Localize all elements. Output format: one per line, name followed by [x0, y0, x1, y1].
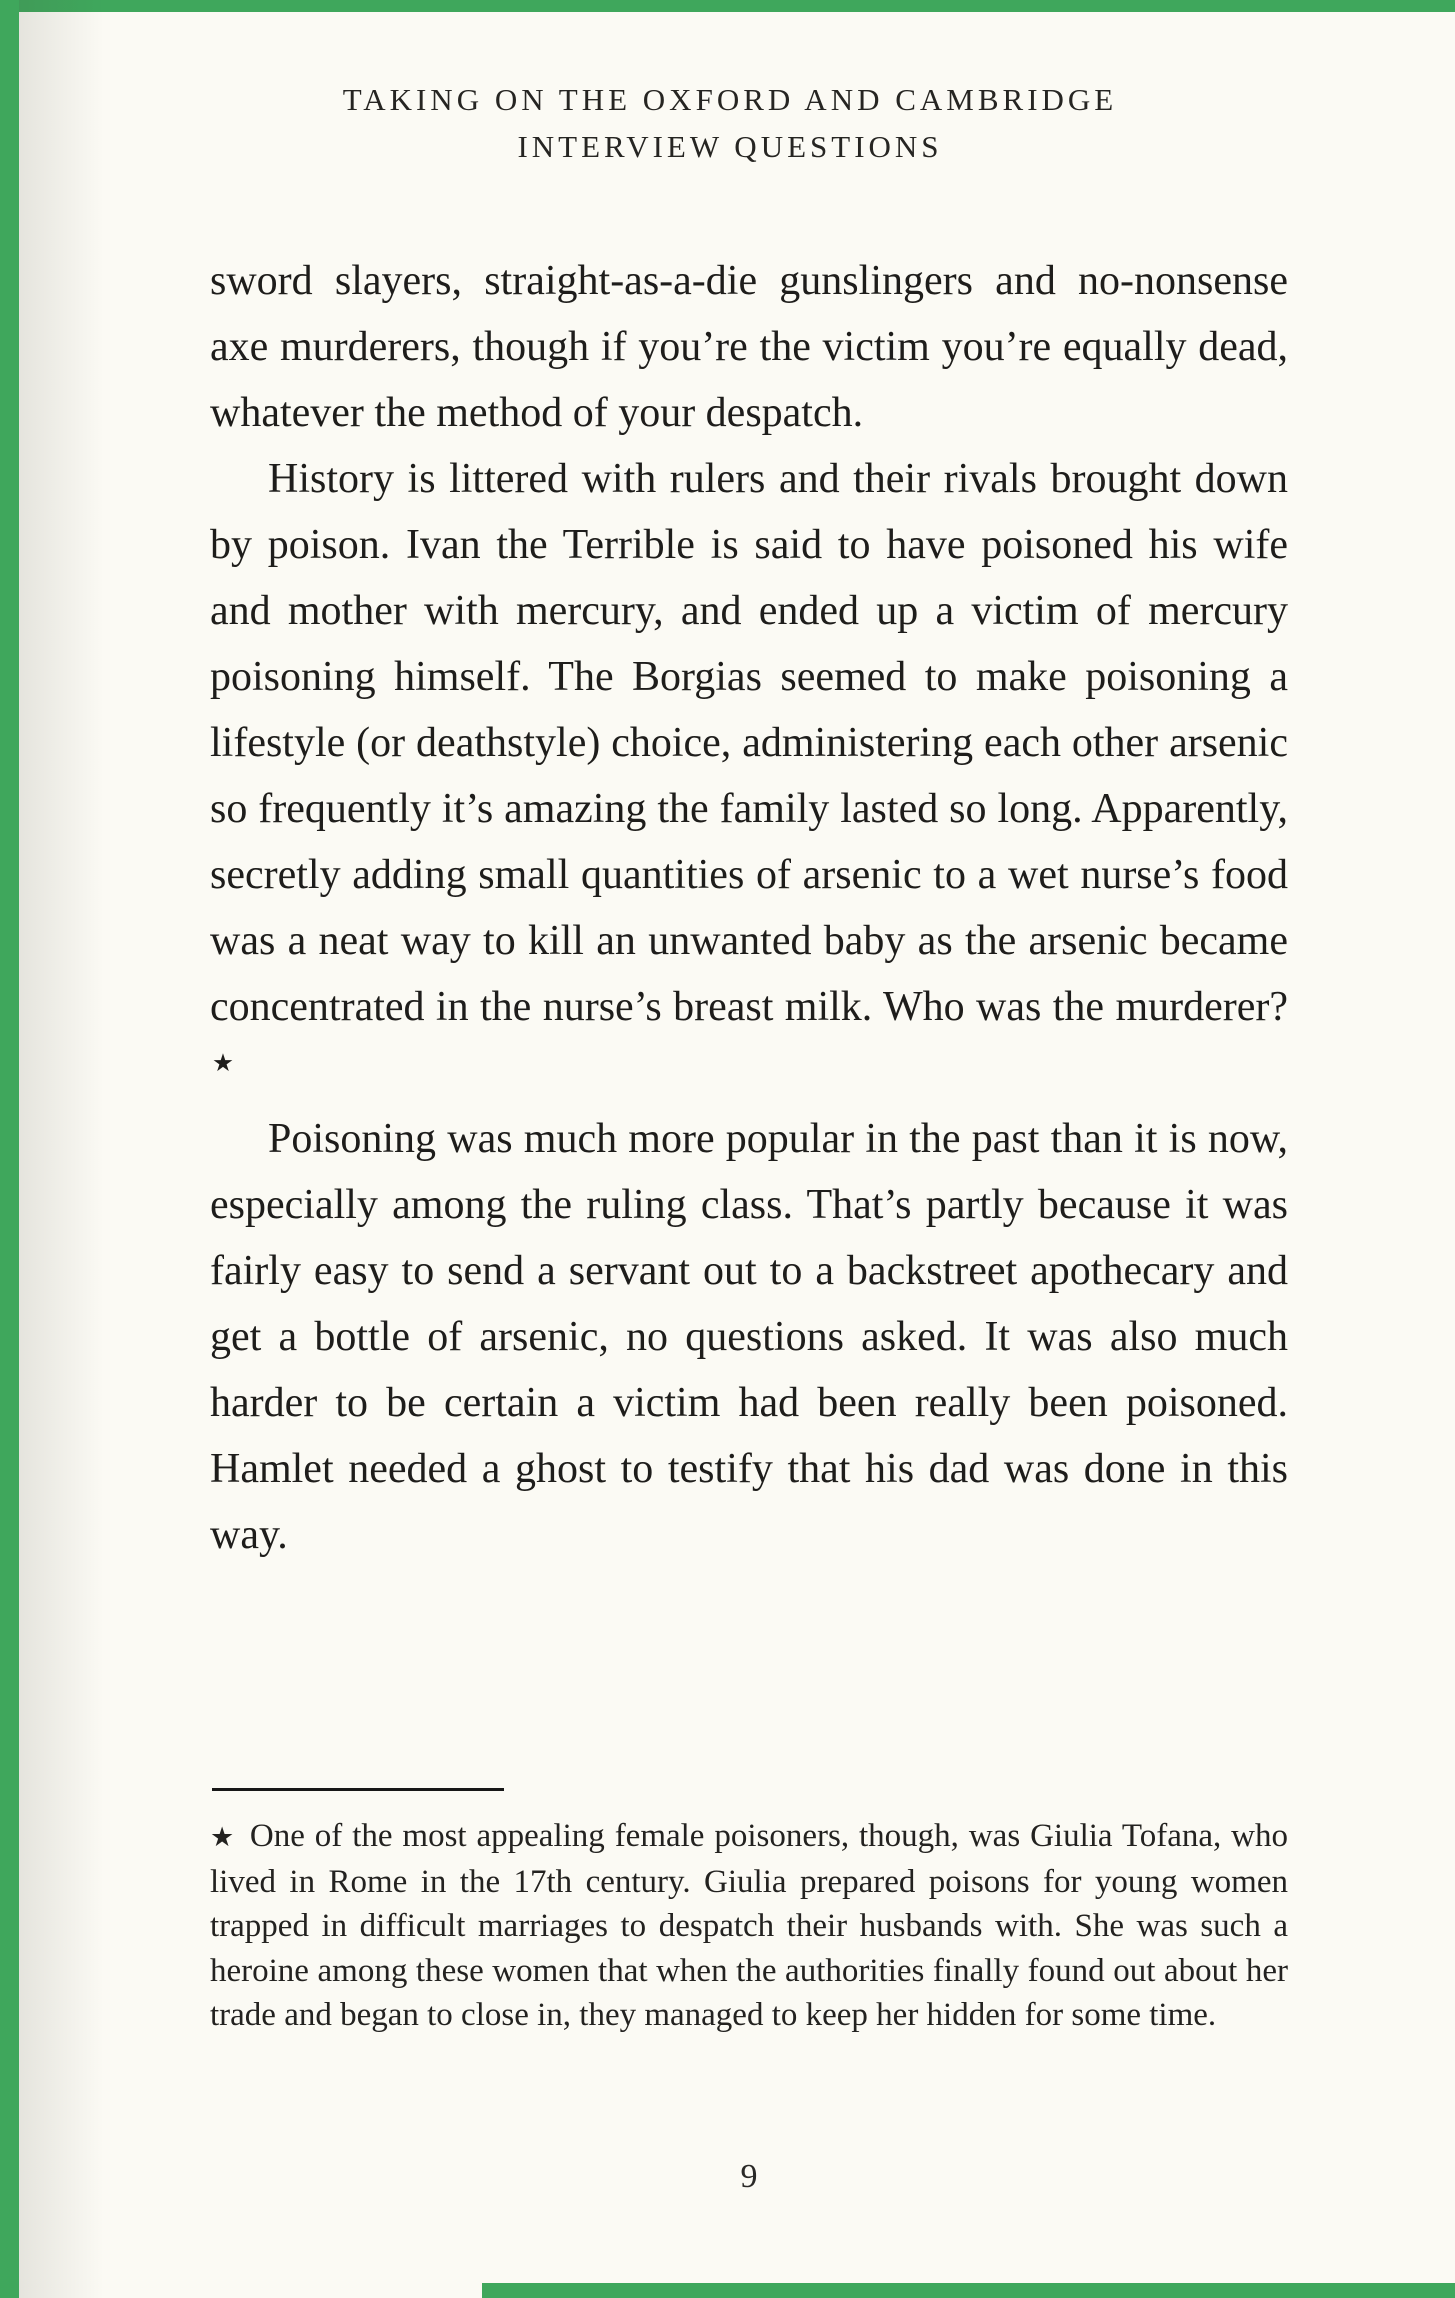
body-paragraph-3 [210, 1106, 1288, 1568]
running-head-line2: INTERVIEW QUESTIONS [517, 129, 943, 164]
book-cover-edge-top [0, 0, 1455, 12]
footnote-separator-rule [212, 1788, 504, 1791]
book-cover-edge-left [0, 0, 19, 2298]
paragraph-text: sword slayers, straight-as-a-die gunslingers and no-nonsense axe murderers, though if you’re the victim you’re equally dead, whatever the method of your despatch. [210, 258, 1288, 436]
paragraph-text: Poisoning was much more popular in the past than it is now, especially among the ruling class. That’s partly because it was fairly easy to send a servant out to a backstreet apothecary and get a bottle of arsenic, no questions asked. It was also much harder to be certain a victim had been really been poisoned. Hamlet needed a ghost to testify that his dad was done in this way. [210, 1116, 1288, 1558]
page-body [210, 248, 1288, 1568]
paragraph-text: History is littered with rulers and their rivals brought down by poison. Ivan the Terrible is said to have poisoned his wife and mother with mercury, and ended up a victim of mercury poisoning himself. The Borgias seemed to make poisoning a lifestyle (or deathstyle) choice, administering each other arsenic so frequently it’s amazing the family lasted so long. Apparently, secretly adding small quantities of arsenic to a wet nurse’s food was a neat way to kill an unwanted baby as the arsenic became concentrated in the nurse’s breast milk. Who was the murderer? [210, 456, 1288, 1030]
book-cover-edge-bottom [482, 2283, 1455, 2298]
body-paragraph-1 [210, 248, 1288, 446]
running-head [140, 76, 1320, 170]
page-number: 9 [740, 2158, 758, 2195]
running-head-line1: TAKING ON THE OXFORD AND CAMBRIDGE [342, 82, 1118, 117]
footnote [210, 1814, 1288, 2038]
footnote-marker-ref: ★ [212, 1050, 234, 1077]
body-paragraph-2 [210, 446, 1288, 1106]
footnote-marker: ★ [210, 1822, 236, 1852]
footnote-text: One of the most appealing female poisoners, though, was Giulia Tofana, who lived in Rome in the 17th century. Giulia prepared poisons for young women trapped in difficult marriages to despatch their husbands with. She was such a heroine among these women that when the authorities finally found out about her trade and began to close in, they managed to keep her hidden for some time. [210, 1818, 1288, 2033]
page-gutter-shadow [19, 0, 104, 2298]
